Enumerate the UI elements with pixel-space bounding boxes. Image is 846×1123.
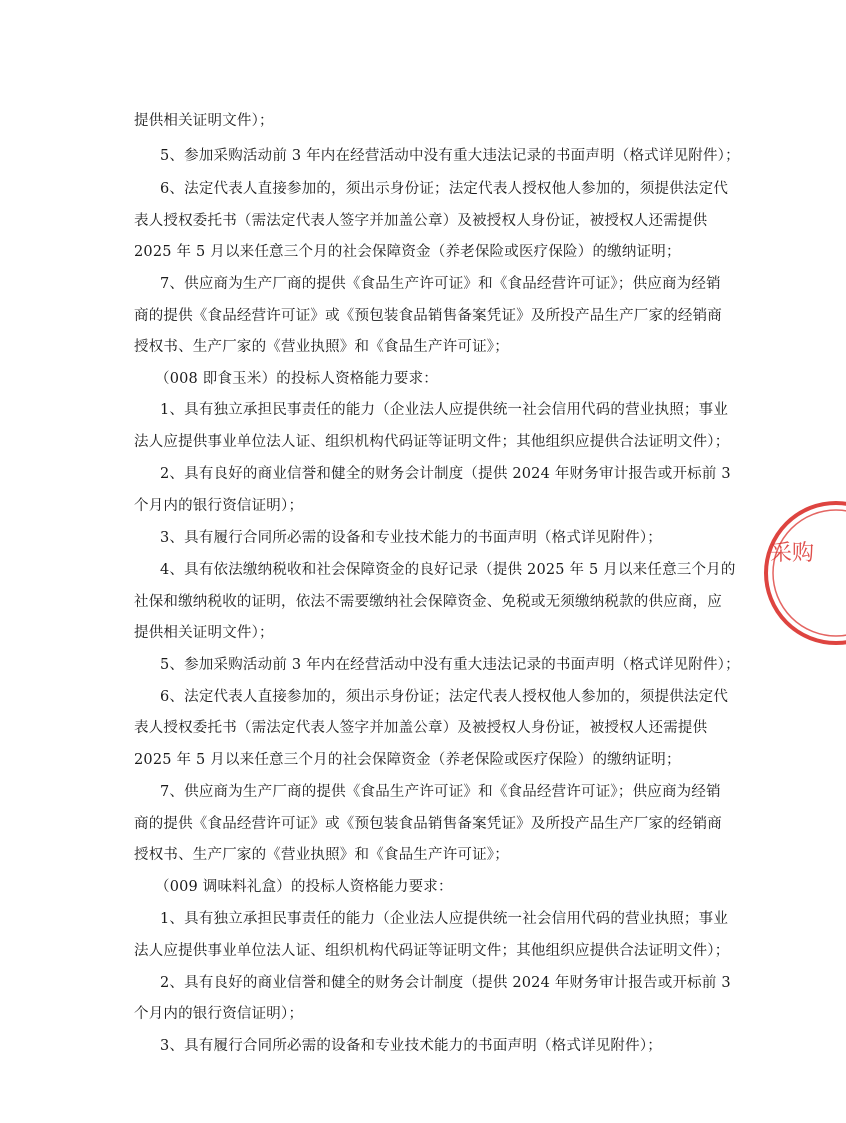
text-line: 3、具有履行合同所必需的设备和专业技术能力的书面声明（格式详见附件）；	[160, 530, 662, 546]
text-line: 7、供应商为生产厂商的提供《食品生产许可证》和《食品经营许可证》；供应商为经销	[160, 276, 721, 292]
text-line: 个月内的银行资信证明）；	[134, 1006, 304, 1022]
text-line: 7、供应商为生产厂商的提供《食品生产许可证》和《食品经营许可证》；供应商为经销	[160, 784, 721, 800]
seal-stamp-icon	[756, 488, 846, 658]
text-line: 表人授权委托书（需法定代表人签字并加盖公章）及被授权人身份证，被授权人还需提供	[134, 213, 708, 229]
text-line: 提供相关证明文件）；	[134, 113, 274, 129]
text-line: 法人应提供事业单位法人证、组织机构代码证等证明文件；其他组织应提供合法证明文件）；	[134, 943, 730, 959]
text-line: 商的提供《食品经营许可证》或《预包装食品销售备案凭证》及所投产品生产厂家的经销商	[134, 308, 722, 324]
text-line: 授权书、生产厂家的《营业执照》和《食品生产许可证》；	[134, 339, 509, 355]
text-line: 商的提供《食品经营许可证》或《预包装食品销售备案凭证》及所投产品生产厂家的经销商	[134, 816, 722, 832]
text-line: 提供相关证明文件）；	[134, 625, 274, 641]
text-line: 表人授权委托书（需法定代表人签字并加盖公章）及被授权人身份证，被授权人还需提供	[134, 720, 708, 736]
section-heading: （008 即食玉米）的投标人资格能力要求：	[155, 371, 438, 387]
text-line: 社保和缴纳税收的证明，依法不需要缴纳社会保障资金、免税或无须缴纳税款的供应商，应	[134, 594, 722, 610]
text-line: 1、具有独立承担民事责任的能力（企业法人应提供统一社会信用代码的营业执照；事业	[160, 911, 729, 927]
text-line: 2025 年 5 月以来任意三个月的社会保障资金（养老保险或医疗保险）的缴纳证明；	[134, 244, 681, 260]
text-line: 个月内的银行资信证明）；	[134, 498, 304, 514]
text-line: 6、法定代表人直接参加的，须出示身份证；法定代表人授权他人参加的，须提供法定代	[160, 689, 729, 705]
section-heading: （009 调味料礼盒）的投标人资格能力要求：	[155, 879, 453, 895]
text-line: 3、具有履行合同所必需的设备和专业技术能力的书面声明（格式详见附件）；	[160, 1038, 662, 1054]
text-line: 6、法定代表人直接参加的，须出示身份证；法定代表人授权他人参加的，须提供法定代	[160, 181, 729, 197]
text-line: 授权书、生产厂家的《营业执照》和《食品生产许可证》；	[134, 847, 509, 863]
text-line: 4、具有依法缴纳税收和社会保障资金的良好记录（提供 2025 年 5 月以来任意三个月的	[160, 562, 736, 578]
seal-char: 采购	[770, 541, 815, 566]
text-line: 2025 年 5 月以来任意三个月的社会保障资金（养老保险或医疗保险）的缴纳证明；	[134, 752, 681, 768]
text-line: 5、参加采购活动前 3 年内在经营活动中没有重大违法记录的书面声明（格式详见附件）；	[160, 657, 740, 673]
text-line: 法人应提供事业单位法人证、组织机构代码证等证明文件；其他组织应提供合法证明文件）；	[134, 434, 730, 450]
text-line: 5、参加采购活动前 3 年内在经营活动中没有重大违法记录的书面声明（格式详见附件）；	[160, 148, 740, 164]
text-line: 1、具有独立承担民事责任的能力（企业法人应提供统一社会信用代码的营业执照；事业	[160, 402, 729, 418]
text-line: 2、具有良好的商业信誉和健全的财务会计制度（提供 2024 年财务审计报告或开标前 3	[160, 975, 731, 991]
text-line: 2、具有良好的商业信誉和健全的财务会计制度（提供 2024 年财务审计报告或开标前 3	[160, 466, 731, 482]
